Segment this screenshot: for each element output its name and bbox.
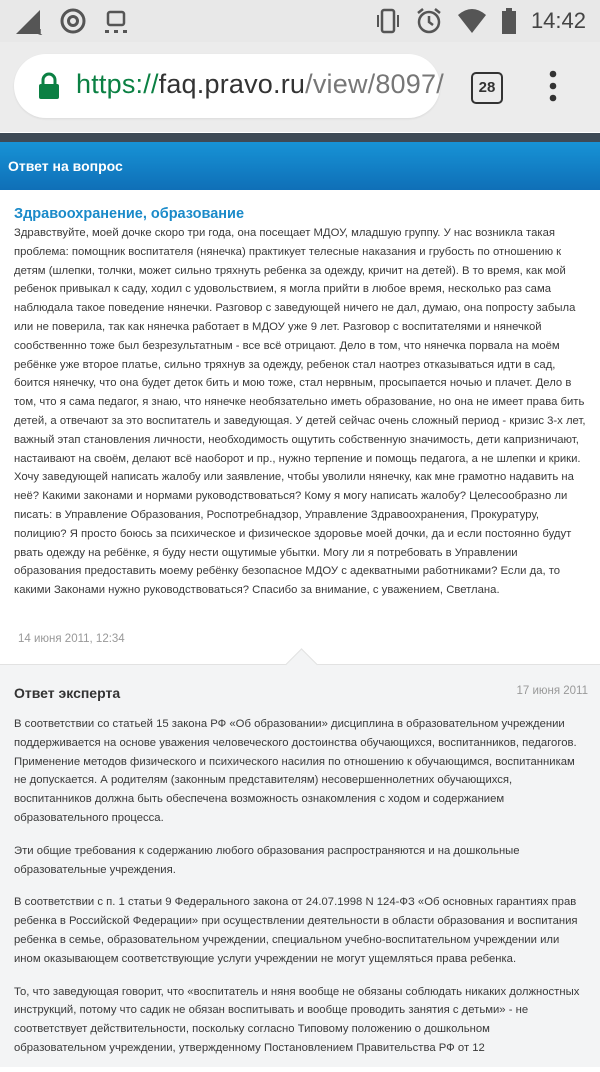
overflow-menu-icon[interactable]: [546, 70, 560, 107]
browser-toolbar: [0, 42, 600, 132]
expert-answer-body: [14, 715, 580, 1072]
url-text[interactable]: [76, 69, 444, 100]
signal-icon: [14, 6, 44, 36]
alarm-icon: [415, 6, 443, 36]
expert-answer: [0, 664, 600, 1067]
question-title[interactable]: Здравоохранение, образование: [14, 206, 245, 222]
tab-switcher-button[interactable]: 28: [471, 72, 503, 104]
url-host: faq.pravo.ru: [158, 69, 306, 99]
expert-paragraph: То, что заведующая говорит, что «воспитатель и няня вообще не обязаны соблюдать никаких должностных инструкций, потому что садик не обязан воспитывать и вообще проводить занятия с детьми» - не соответствует действительности, поскольку согласно Типовому положению о дошкольном образовательном учреждении, утвержденному Постановлением Правительства РФ от 12: [14, 985, 580, 1054]
expert-paragraph: Эти общие требования к содержанию любого образования распространяются и на дошкольные образовательные учреждения.: [14, 844, 520, 876]
address-bar[interactable]: [14, 54, 444, 118]
wifi-icon: [457, 6, 487, 36]
svg-text:1: 1: [38, 28, 43, 36]
header-divider: [0, 133, 600, 142]
url-path: /view/8097/: [305, 69, 444, 99]
clock-time: 14:42: [530, 8, 586, 33]
lock-icon[interactable]: [38, 72, 60, 105]
voicemail-icon: [102, 6, 130, 36]
vibrate-icon: [375, 6, 401, 36]
expert-paragraph: В соответствии с п. 1 статьи 9 Федерального закона от 24.07.1998 N 124-ФЗ «Об основных гарантиях прав ребенка в Российской Федерации» при осуществлении деятельности в области образования и воспитания ребенка в семье, образовательном учреждении, специальном учебно-воспитательном учреждении или ином оказывающем соответствующие услуги учреждении не могут ущемляться права ребенка.: [14, 896, 578, 965]
expert-paragraph: В соответствии со статьей 15 закона РФ «Об образовании» дисциплина в образовательном учреждении поддерживается на основе уважения человеческого достоинства обучающихся, воспитанников, педагогов. Применение методов физического и психического насилия по отношению к обучающимся, воспитанникам не допускается. А родителям (законным представителям) несовершеннолетних обучающихся, воспитанников должна быть обеспечена возможность ознакомления с ходом и содержанием образовательного процесса.: [14, 718, 577, 824]
at-icon: [58, 6, 88, 36]
expert-answer-title: Ответ эксперта: [14, 685, 121, 701]
expert-answer-date: 17 июня 2011: [516, 685, 588, 697]
section-header: Ответ на вопрос: [0, 142, 600, 190]
question-text: Здравствуйте, моей дочке скоро три года, она посещает МДОУ, младшую группу. У нас возникла такая проблема: помощник воспитателя (нянечка) практикует телесные наказания и грубость по отношению к детям (шлепки, толчки, может сильно тряхнуть ребенка за одежду, кричит на детей). В то время, как мой ребенок привыкал к саду, ходил с удовольствием, я могла прийти в любое время, несколько раз сама наблюдала такое поведение нянечки. Разговор с заведующей ничего не дал, думаю, она попросту забыла или не поверила, так как нянечка работает в МДОУ уже 9 лет. Разговор с воспитателями и нянечкой сообственнно тоже был безрезультатным - все всё отрицают. Дело в том, что нянечка порвала на моём ребёнке уже второе платье, сильно тряхнув за одежду, ребенок стал наотрез отказываться идти в сад, боится нянечку, что она будет деток бить и мою тоже, стал нервным, просыпается ночью и плачет. Дело в том, что я сама педагог, я знаю, что нянечке необязательно иметь образование, но она не имеет права бить детей, а отвечают за это воспитатель и заведующая. У детей сейчас очень сложный период - кризис 3-х лет, важный этап становления личности, необходимость ощутить собственную значимость, дети капризничают, настаивают на своём, делают всё наоборот и пр., нужно терпение и помощь педагога, а не шлепки и крики. Хочу заведующей написать жалобу или заявление, чтобы уволили нянечку, как мне грамотно надавить на неё? Какими законами и нормами руководствоваться? Кому я могу написать жалобу? Целесообразно ли писать: в Управление Образования, Роспотребнадзор, Управление Здравоохранения, Прокуратуру, полицию? Я просто боюсь за психическое и физическое здоровье моей дочки, да и если постоянно будут рвать одежду на ребёнке, я буду нести ощутимые убытки. Могу ли я потребовать в Управлении образования предоставить моему ребёнку безопасное МДОУ с адекватными работниками? Если да, то какими Законами нужно руководствоваться? Спасибо за внимание, с уважением, Светлана.: [14, 227, 586, 597]
status-bar: [0, 0, 600, 42]
url-scheme: https://: [76, 69, 159, 99]
question-block: [14, 206, 586, 600]
speech-notch: [285, 648, 318, 681]
battery-icon: [501, 6, 517, 36]
question-date: 14 июня 2011, 12:34: [18, 633, 125, 645]
